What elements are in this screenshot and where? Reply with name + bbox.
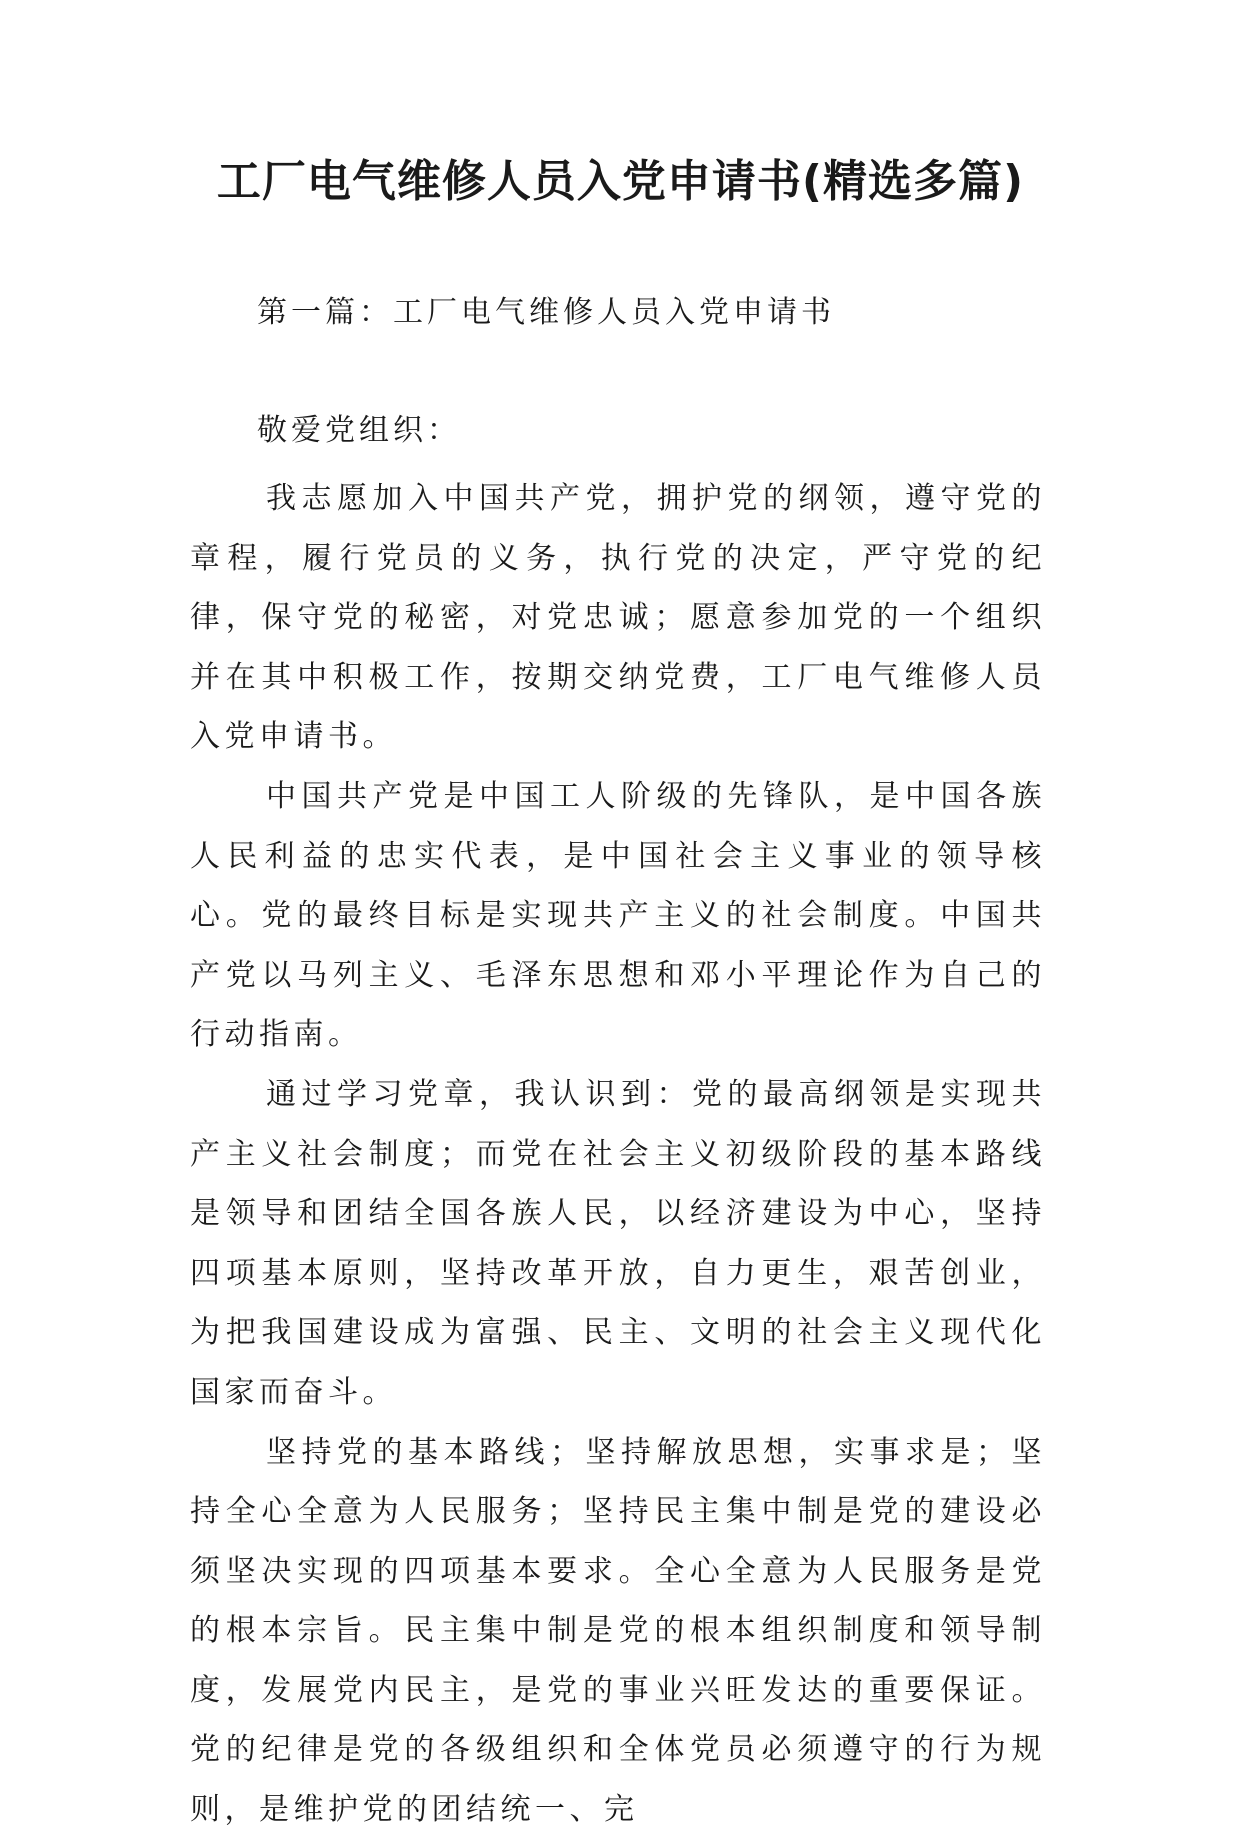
- document-title: 工厂电气维修人员入党申请书(精选多篇): [216, 156, 1025, 207]
- paragraph-3: 通过学习党章，我认识到：党的最高纲领是实现共产主义社会制度；而党在社会主义初级阶段的基本路线是领导和团结全国各族人民，以经济建设为中心，坚持四项基本原则，坚持改革开放，自力更生，艰苦创业，为把我国建设成为富强、民主、文明的社会主义现代化国家而奋斗。: [190, 1076, 1046, 1410]
- paragraph-2: 中国共产党是中国工人阶级的先锋队，是中国各族人民利益的忠实代表，是中国社会主义事业的领导核心。党的最终目标是实现共产主义的社会制度。中国共产党以马列主义、毛泽东思想和邓小平理论作为自己的行动指南。: [190, 778, 1046, 1053]
- section-heading: 第一篇：工厂电气维修人员入党申请书: [257, 295, 835, 330]
- paragraph-4: 坚持党的基本路线；坚持解放思想，实事求是；坚持全心全意为人民服务；坚持民主集中制是党的建设必须坚决实现的四项基本要求。全心全意为人民服务是党的根本宗旨。民主集中制是党的根本组织制度和领导制度，发展党内民主，是党的事业兴旺发达的重要保证。党的纪律是党的各级组织和全体党员必须遵守的行为规则，是维护党的团结统一、完: [190, 1434, 1046, 1828]
- salutation: 敬爱党组织：: [257, 413, 461, 448]
- body-text: [190, 469, 1046, 1840]
- paragraph-1: 我志愿加入中国共产党，拥护党的纲领，遵守党的章程，履行党员的义务，执行党的决定，严守党的纪律，保守党的秘密，对党忠诚；愿意参加党的一个组织并在其中积极工作，按期交纳党费，工厂电气维修人员入党申请书。: [190, 481, 1046, 755]
